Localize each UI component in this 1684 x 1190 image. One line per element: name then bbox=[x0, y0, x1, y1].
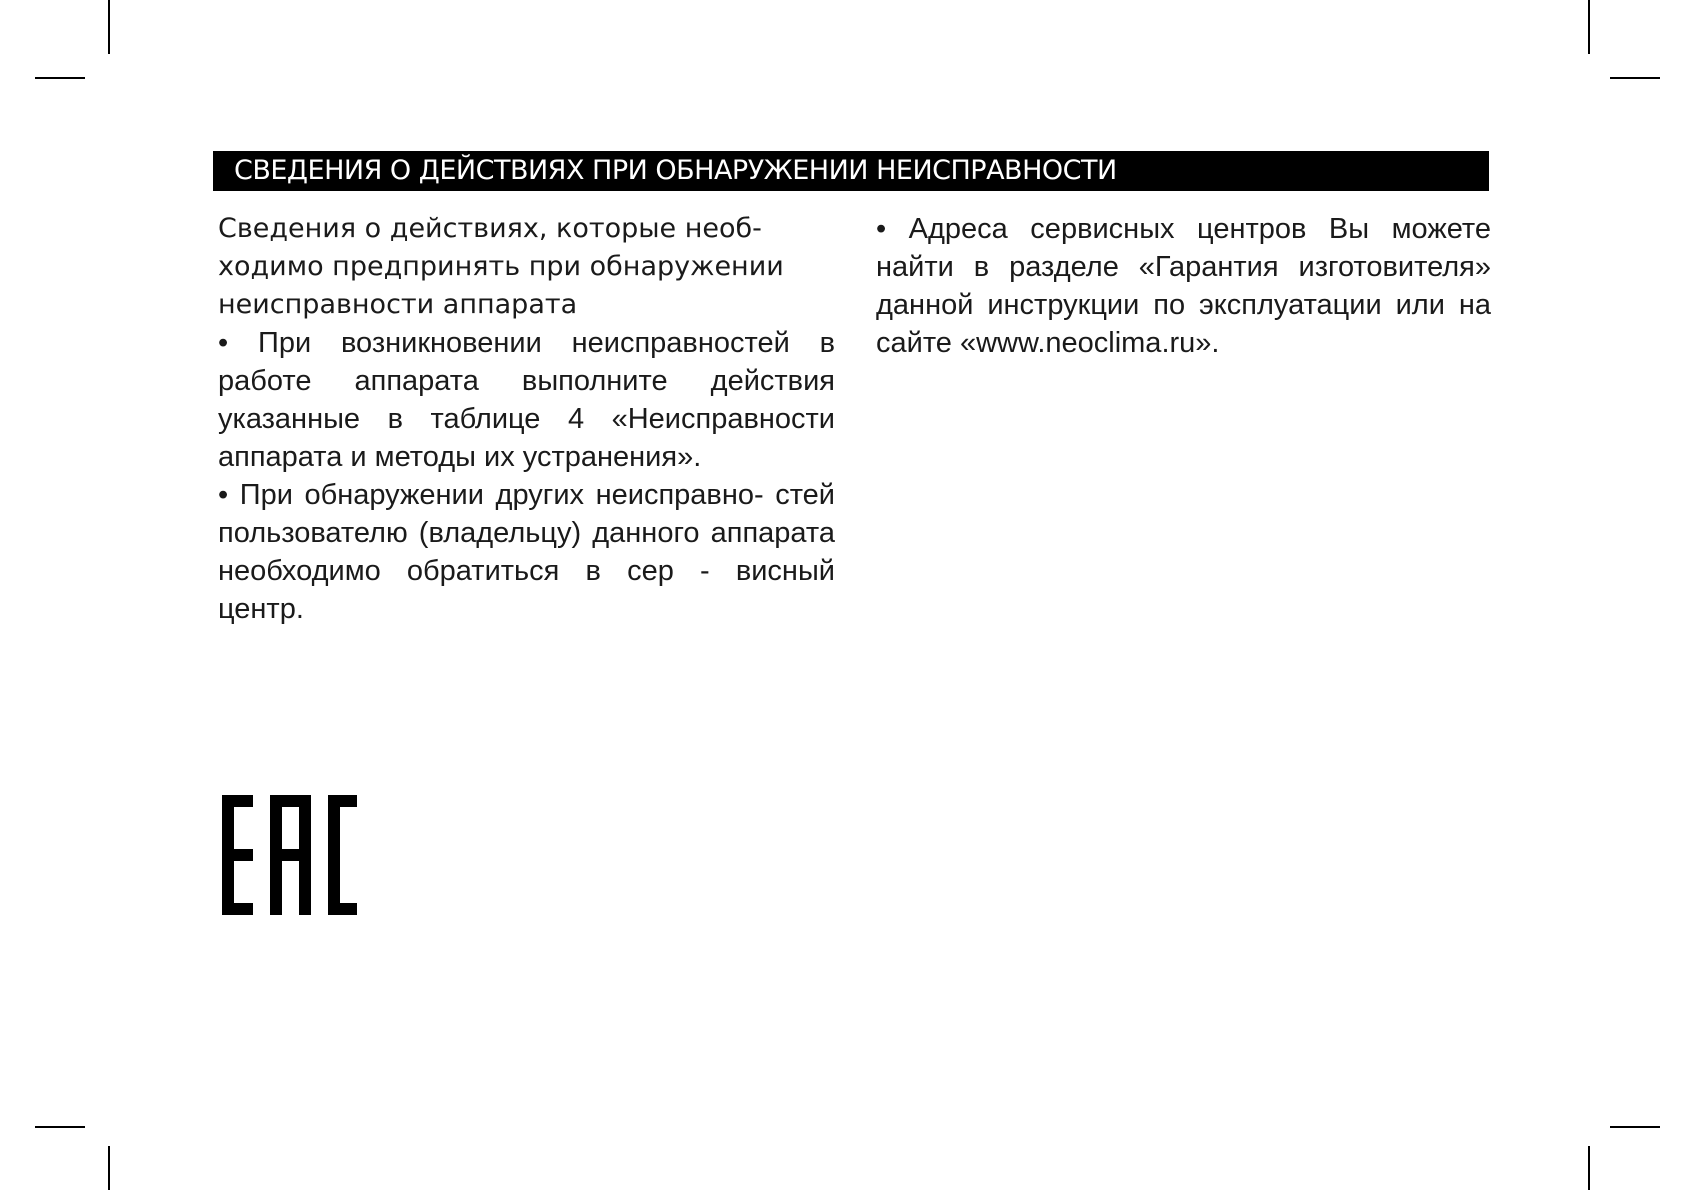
bullet-paragraph-service-addresses: • Адреса сервисных центров Вы можете найти в разделе «Гарантия изготовителя» данной инструкции по эксплуатации или на сайте «www.neoclima.ru». bbox=[876, 213, 1491, 359]
crop-mark-bottom-left-vertical bbox=[108, 1146, 110, 1190]
intro-paragraph: Сведения о действиях, которые необ- ходимо предпринять при обнаружении неисправности аппарата bbox=[218, 213, 784, 320]
crop-mark-top-right-vertical bbox=[1588, 0, 1590, 54]
left-text-column bbox=[218, 210, 835, 628]
right-text-column bbox=[876, 210, 1491, 362]
bullet-paragraph-malfunction-table: • При возникновении неисправностей в работе аппарата выполните действия указанные в таблице 4 «Неисправности аппарата и методы их устранения». bbox=[218, 327, 835, 473]
section-title-bar bbox=[213, 151, 1489, 191]
crop-mark-top-left-vertical bbox=[108, 0, 110, 54]
bullet-paragraph-service-center: • При обнаружении других неисправно- стей пользователю (владельцу) данного аппарата необходимо обратиться в сер - висный центр. bbox=[218, 479, 835, 625]
eac-logo bbox=[222, 795, 357, 915]
crop-mark-bottom-right-vertical bbox=[1588, 1146, 1590, 1190]
crop-mark-top-left-horizontal bbox=[35, 77, 85, 79]
crop-mark-bottom-left-horizontal bbox=[35, 1126, 85, 1128]
crop-mark-top-right-horizontal bbox=[1610, 77, 1660, 79]
crop-mark-bottom-right-horizontal bbox=[1610, 1126, 1660, 1128]
section-title: СВЕДЕНИЯ О ДЕЙСТВИЯХ ПРИ ОБНАРУЖЕНИИ НЕИСПРАВНОСТИ bbox=[234, 155, 1117, 186]
